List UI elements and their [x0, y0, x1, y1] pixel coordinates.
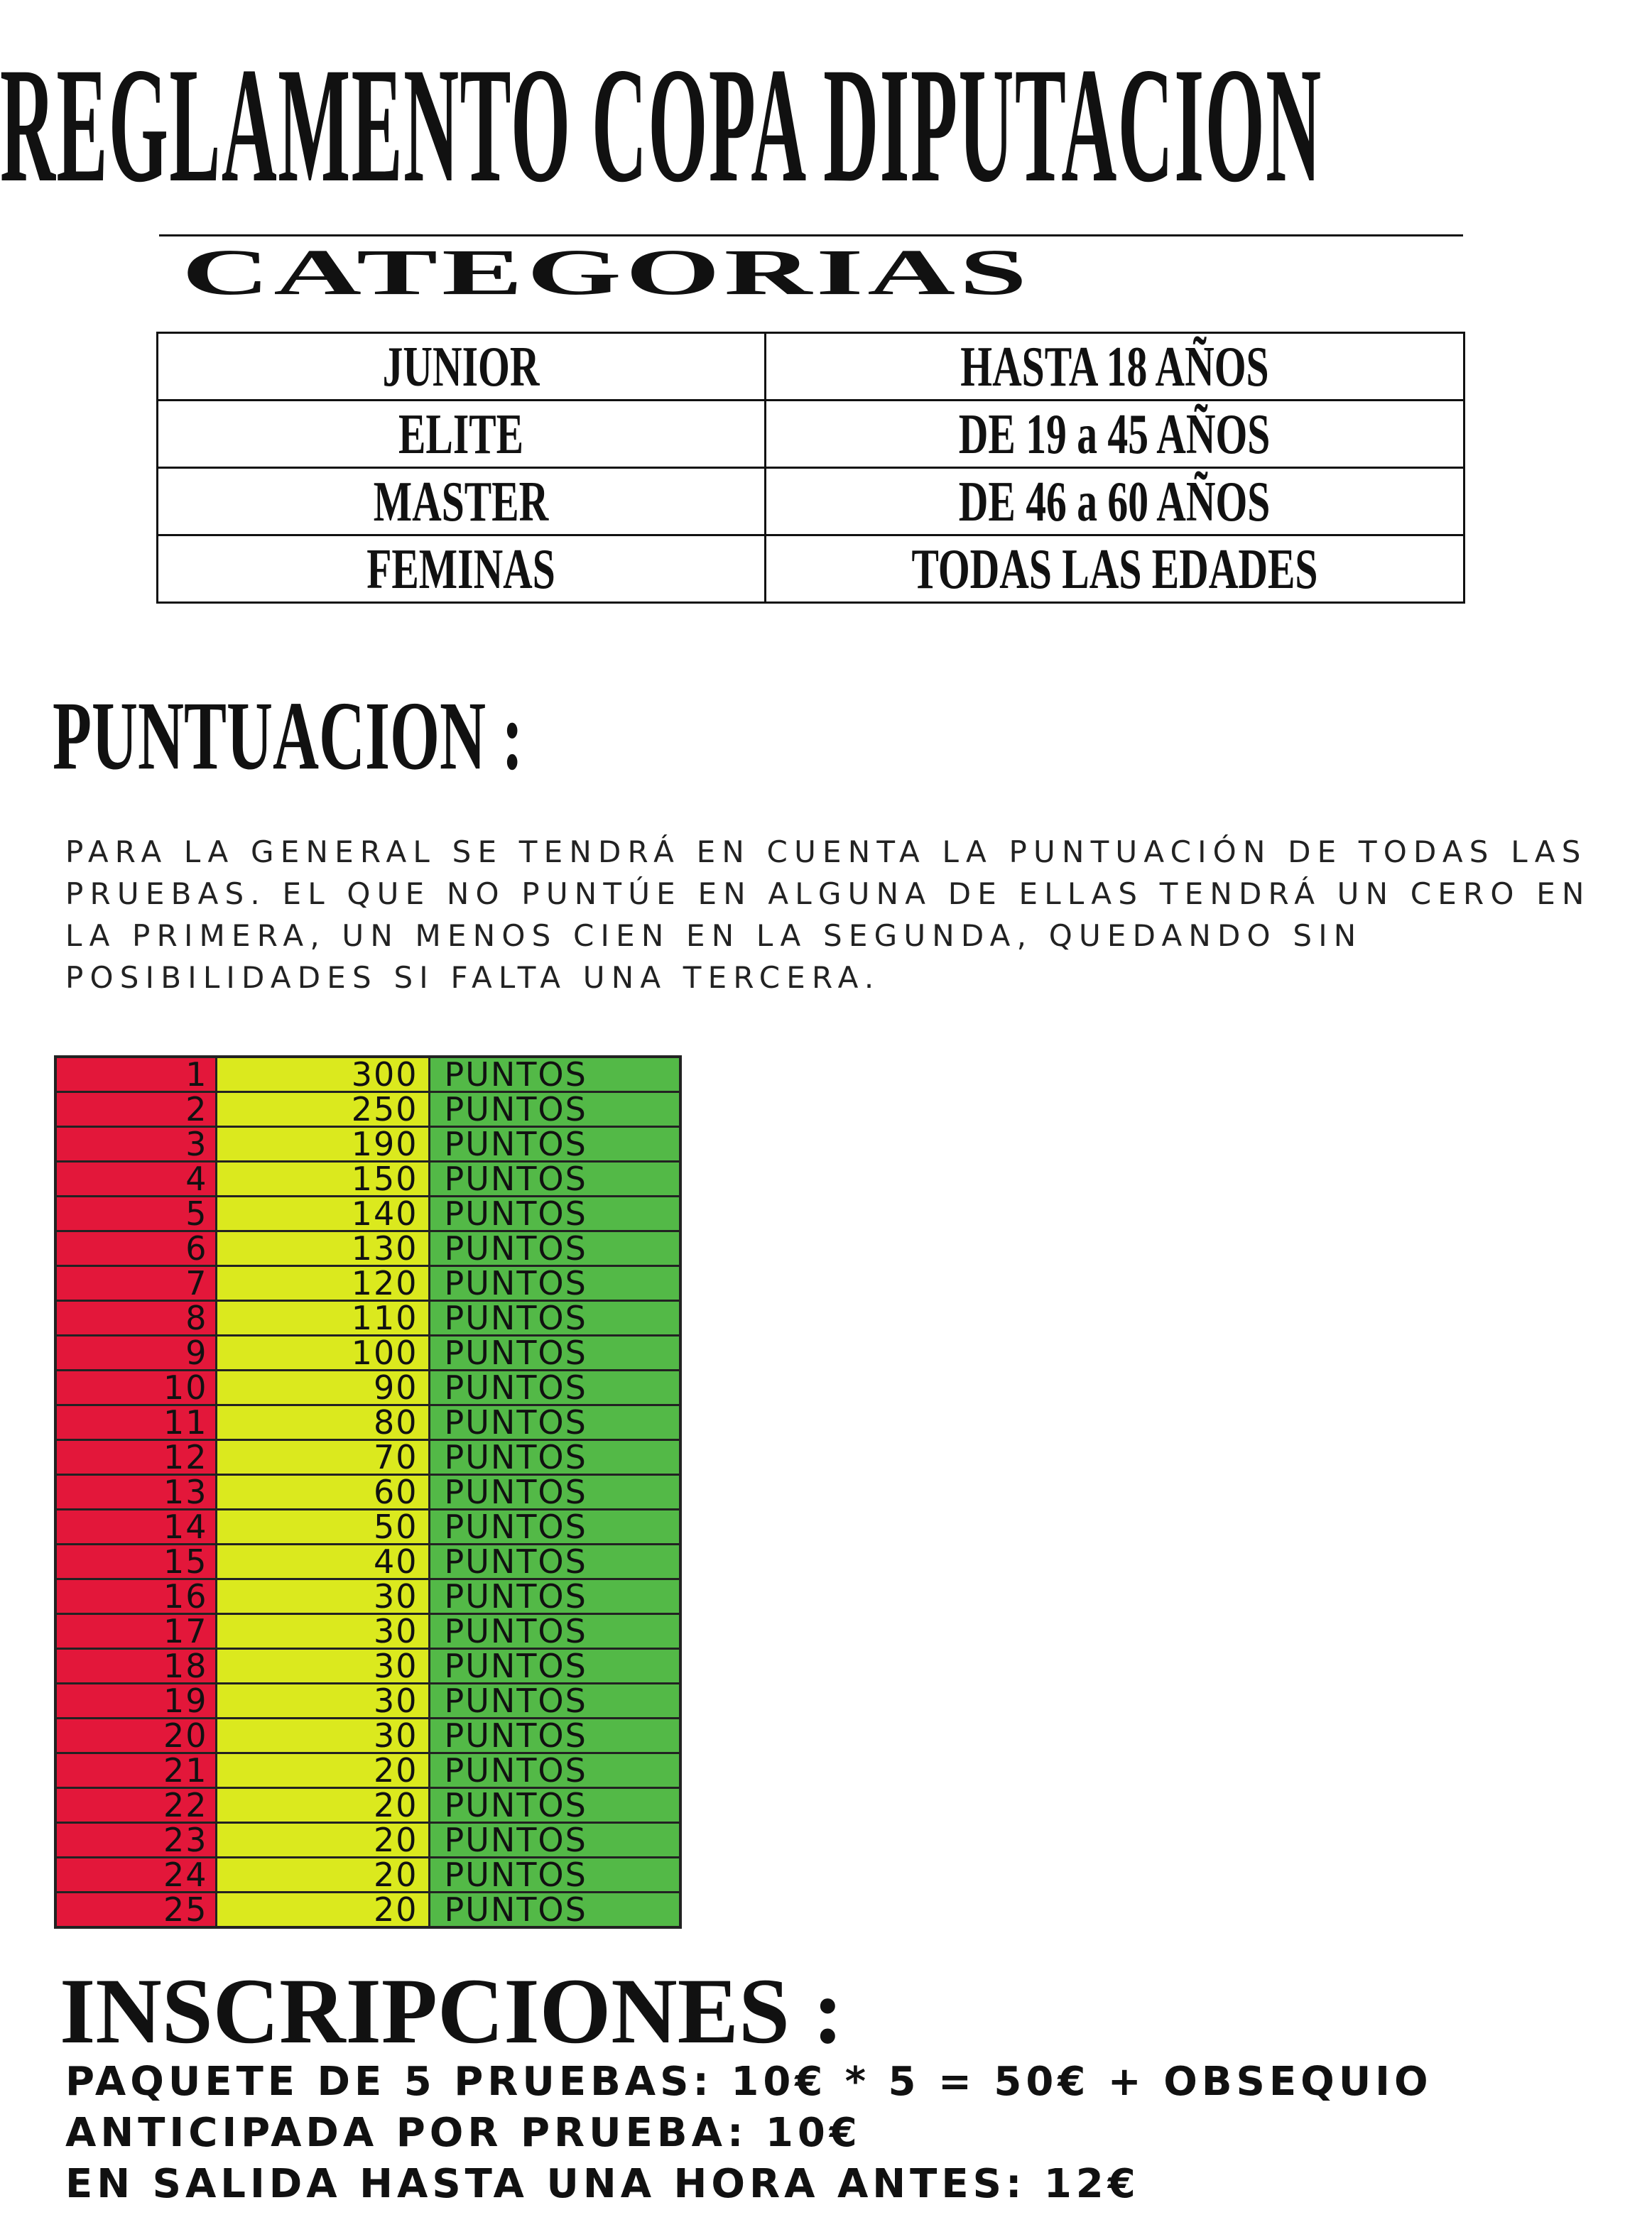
categoria-name	[158, 401, 766, 468]
points-row	[55, 1510, 680, 1545]
points-row	[55, 1823, 680, 1858]
points-row	[55, 1719, 680, 1753]
points-table	[54, 1055, 682, 1929]
inscripcion-line: ANTICIPADA POR PRUEBA: 10€	[65, 2110, 862, 2156]
categoria-name-text: MASTER	[374, 469, 549, 533]
categorias-heading: CATEGORIAS	[182, 236, 1031, 309]
categoria-name-text: JUNIOR	[383, 334, 540, 398]
categorias-table	[156, 332, 1465, 604]
position-cell: 21	[55, 1753, 216, 1788]
points-row	[55, 1057, 680, 1092]
points-cell: 190	[216, 1127, 429, 1162]
position-cell: 15	[55, 1545, 216, 1579]
points-row	[55, 1579, 680, 1614]
points-row	[55, 1788, 680, 1823]
unit-cell: PUNTOS	[429, 1719, 680, 1753]
unit-cell: PUNTOS	[429, 1823, 680, 1858]
categoria-age-text: HASTA 18 AÑOS	[960, 334, 1269, 398]
points-row	[55, 1127, 680, 1162]
position-cell: 9	[55, 1336, 216, 1371]
position-cell: 12	[55, 1440, 216, 1475]
points-cell: 150	[216, 1162, 429, 1197]
categoria-row	[158, 468, 1464, 535]
unit-cell: PUNTOS	[429, 1371, 680, 1405]
position-cell: 6	[55, 1231, 216, 1266]
points-row	[55, 1475, 680, 1510]
categoria-name	[158, 468, 766, 535]
points-row	[55, 1545, 680, 1579]
points-row	[55, 1197, 680, 1231]
position-cell: 10	[55, 1371, 216, 1405]
categoria-name-text: FEMINAS	[366, 537, 556, 601]
puntuacion-heading: PUNTUACION :	[53, 681, 523, 790]
points-row	[55, 1266, 680, 1301]
points-row	[55, 1614, 680, 1649]
categoria-age	[766, 468, 1464, 535]
points-cell: 110	[216, 1301, 429, 1336]
inscripcion-line: PAQUETE DE 5 PRUEBAS: 10€ * 5 = 50€ + OBSEQUIO	[65, 2059, 1433, 2105]
categoria-age	[766, 401, 1464, 468]
categoria-row	[158, 401, 1464, 468]
points-cell: 50	[216, 1510, 429, 1545]
points-cell: 250	[216, 1092, 429, 1127]
unit-cell: PUNTOS	[429, 1127, 680, 1162]
unit-cell: PUNTOS	[429, 1405, 680, 1440]
points-cell: 90	[216, 1371, 429, 1405]
unit-cell: PUNTOS	[429, 1197, 680, 1231]
unit-cell: PUNTOS	[429, 1753, 680, 1788]
position-cell: 4	[55, 1162, 216, 1197]
points-cell: 20	[216, 1893, 429, 1928]
position-cell: 17	[55, 1614, 216, 1649]
points-cell: 30	[216, 1614, 429, 1649]
unit-cell: PUNTOS	[429, 1440, 680, 1475]
points-row	[55, 1092, 680, 1127]
points-row	[55, 1162, 680, 1197]
points-table-body	[55, 1057, 680, 1927]
position-cell: 23	[55, 1823, 216, 1858]
points-cell: 130	[216, 1231, 429, 1266]
points-row	[55, 1336, 680, 1371]
inscripciones-heading: INSCRIPCIONES :	[60, 1959, 844, 2063]
points-cell: 70	[216, 1440, 429, 1475]
categoria-age	[766, 535, 1464, 603]
position-cell: 5	[55, 1197, 216, 1231]
categoria-name	[158, 333, 766, 401]
unit-cell: PUNTOS	[429, 1510, 680, 1545]
categoria-name	[158, 535, 766, 603]
points-cell: 80	[216, 1405, 429, 1440]
position-cell: 19	[55, 1684, 216, 1719]
points-cell: 120	[216, 1266, 429, 1301]
points-row	[55, 1893, 680, 1928]
position-cell: 7	[55, 1266, 216, 1301]
points-row	[55, 1684, 680, 1719]
points-cell: 40	[216, 1545, 429, 1579]
position-cell: 18	[55, 1649, 216, 1684]
position-cell: 1	[55, 1057, 216, 1092]
points-cell: 30	[216, 1649, 429, 1684]
points-cell: 30	[216, 1719, 429, 1753]
unit-cell: PUNTOS	[429, 1057, 680, 1092]
position-cell: 25	[55, 1893, 216, 1928]
categoria-name-text: ELITE	[398, 402, 524, 466]
points-cell: 100	[216, 1336, 429, 1371]
unit-cell: PUNTOS	[429, 1266, 680, 1301]
unit-cell: PUNTOS	[429, 1788, 680, 1823]
position-cell: 13	[55, 1475, 216, 1510]
unit-cell: PUNTOS	[429, 1579, 680, 1614]
position-cell: 2	[55, 1092, 216, 1127]
categoria-age-text: DE 19 a 45 AÑOS	[959, 402, 1271, 466]
unit-cell: PUNTOS	[429, 1162, 680, 1197]
points-row	[55, 1440, 680, 1475]
position-cell: 11	[55, 1405, 216, 1440]
points-row	[55, 1753, 680, 1788]
unit-cell: PUNTOS	[429, 1858, 680, 1893]
inscripciones-list	[65, 2057, 1433, 2210]
points-cell: 30	[216, 1684, 429, 1719]
position-cell: 3	[55, 1127, 216, 1162]
unit-cell: PUNTOS	[429, 1231, 680, 1266]
unit-cell: PUNTOS	[429, 1336, 680, 1371]
categoria-age	[766, 333, 1464, 401]
categoria-age-text: TODAS LAS EDADES	[911, 537, 1318, 601]
points-cell: 140	[216, 1197, 429, 1231]
unit-cell: PUNTOS	[429, 1684, 680, 1719]
points-cell: 20	[216, 1858, 429, 1893]
puntuacion-description: PARA LA GENERAL SE TENDRÁ EN CUENTA LA PUNTUACIÓN DE TODAS LAS PRUEBAS. EL QUE NO PUNTÚE EN ALGUNA DE ELLAS TENDRÁ UN CERO EN LA PRIMERA, UN MENOS CIEN EN LA SEGUNDA, QUEDANDO SIN POSIBILIDADES SI FALTA UNA TERCERA.	[65, 834, 1591, 995]
position-cell: 22	[55, 1788, 216, 1823]
unit-cell: PUNTOS	[429, 1649, 680, 1684]
points-cell: 20	[216, 1823, 429, 1858]
points-row	[55, 1649, 680, 1684]
categoria-row	[158, 535, 1464, 603]
points-cell: 20	[216, 1753, 429, 1788]
points-row	[55, 1371, 680, 1405]
points-row	[55, 1231, 680, 1266]
points-row	[55, 1301, 680, 1336]
page-title: REGLAMENTO COPA DIPUTACION	[0, 33, 1322, 217]
unit-cell: PUNTOS	[429, 1092, 680, 1127]
position-cell: 14	[55, 1510, 216, 1545]
categoria-row	[158, 333, 1464, 401]
position-cell: 8	[55, 1301, 216, 1336]
points-cell: 300	[216, 1057, 429, 1092]
points-cell: 30	[216, 1579, 429, 1614]
points-cell: 60	[216, 1475, 429, 1510]
inscripcion-line: EN SALIDA HASTA UNA HORA ANTES: 12€	[65, 2161, 1140, 2207]
position-cell: 20	[55, 1719, 216, 1753]
categoria-age-text: DE 46 a 60 AÑOS	[959, 469, 1271, 533]
unit-cell: PUNTOS	[429, 1545, 680, 1579]
unit-cell: PUNTOS	[429, 1893, 680, 1928]
points-row	[55, 1405, 680, 1440]
points-row	[55, 1858, 680, 1893]
position-cell: 16	[55, 1579, 216, 1614]
unit-cell: PUNTOS	[429, 1614, 680, 1649]
points-cell: 20	[216, 1788, 429, 1823]
unit-cell: PUNTOS	[429, 1301, 680, 1336]
position-cell: 24	[55, 1858, 216, 1893]
unit-cell: PUNTOS	[429, 1475, 680, 1510]
